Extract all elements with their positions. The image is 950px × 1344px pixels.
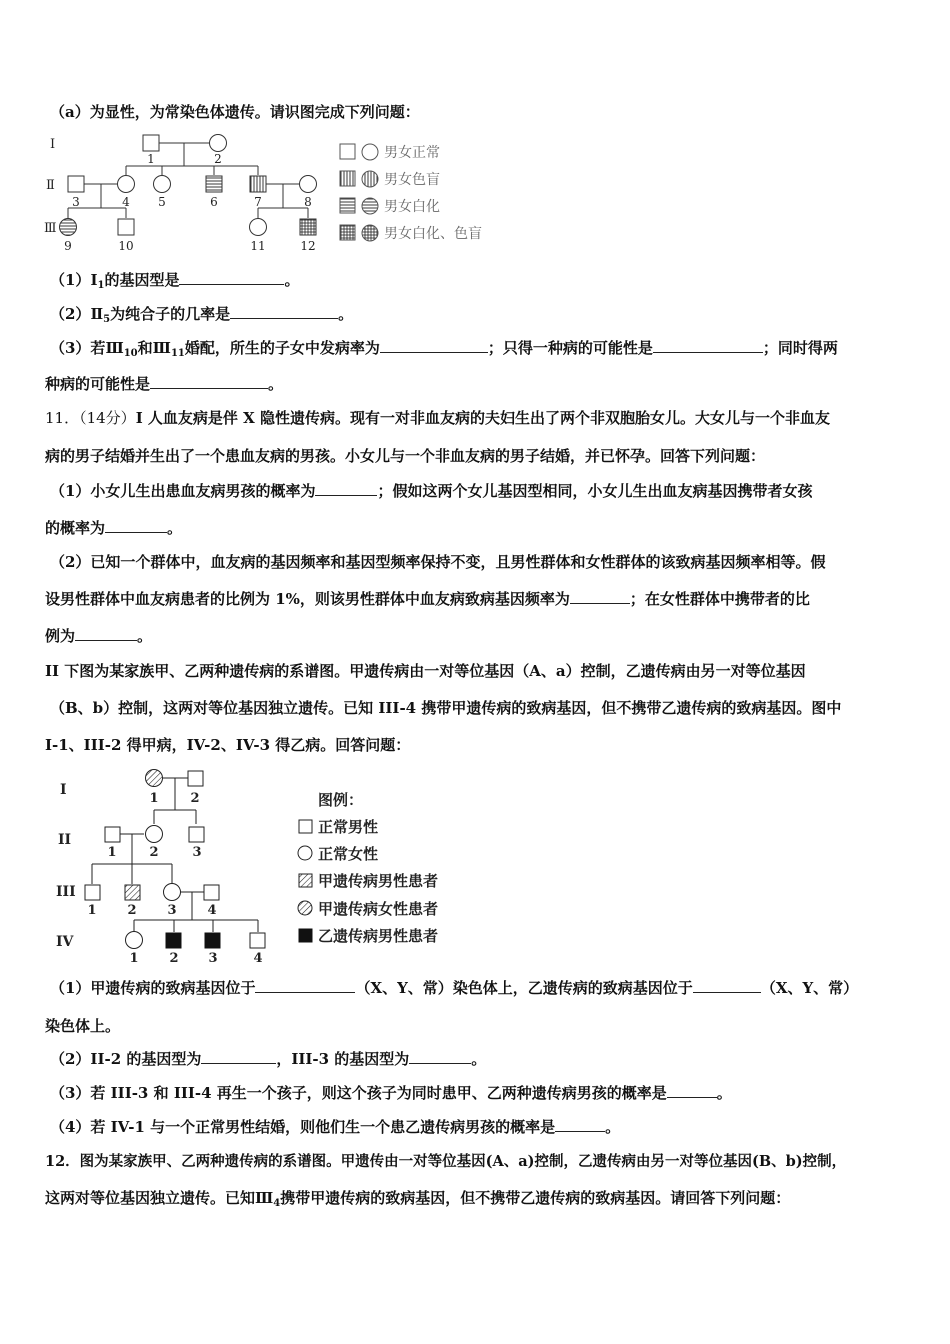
answer-blank[interactable] [653,337,763,353]
ped1-II8-female-normal [300,176,317,193]
ped2-legend-label: 乙遗传病男性患者 [318,927,439,945]
answer-blank[interactable] [230,303,338,319]
q11-line5: （2）已知一个群体中，血友病的基因频率和基因型频率保持不变，且男性群体和女性群体的该致病基因频率相等。假 [50,553,826,571]
ped2-II3-male-normal [189,827,204,842]
ped2-num: 2 [190,791,200,806]
ped1-num: 5 [158,195,166,209]
ped1-III12-male-albino-colorblind [300,219,316,235]
ped1-legend [340,144,482,242]
ped1-II3-male-normal [68,176,84,192]
ped2-legend-label: 甲遗传病女性患者 [318,900,439,918]
ped1-I1-male-normal [143,135,159,151]
ped1-num: 1 [147,152,155,166]
answer-blank[interactable] [555,1116,605,1132]
answer-blank[interactable] [105,517,167,533]
ped1-num: 11 [250,239,266,253]
q11-line6: 设男性群体中血友病患者的比例为 1%，则该男性群体中血友病致病基因频率为 ；在女性群体中携带者的比 [45,590,810,608]
q11-line7: 例为 。 [45,627,153,645]
q2-part1: （1）甲遗传病的致病基因位于 （X、Y、常）染色体上，乙遗传病的致病基因位于 （X、Y、常） [50,979,859,997]
ped1-III9-female-albino [60,219,77,236]
ped1-num: 3 [72,195,80,209]
q1-part3: （3）若$Ⅲ_{10}$和$Ⅲ_{11}$婚配，所生的子女中发病率为 ；只得一种病的可能性是 ；同时得两 [50,339,838,359]
ped2-IV1-female-normal [126,932,143,949]
answer-blank[interactable] [570,588,630,604]
ped2-II1-male-normal [105,827,120,842]
ped2-III1-male-normal [85,885,100,900]
ped2-gen-label: II [58,832,72,848]
answer-blank[interactable] [380,337,488,353]
answer-blank[interactable] [150,373,268,389]
ped2-III2-male-disease-A [125,885,140,900]
q2-part2: （2）II-2 的基因型为 ，III-3 的基因型为 。 [50,1050,487,1068]
ped1-I2-female-normal [210,135,227,152]
ped2-num: 3 [192,845,202,860]
ped2-IV4-male-normal [250,933,265,948]
ped2-I2-male-normal [188,771,203,786]
ped2-legend-label: 正常男性 [318,818,379,836]
q2-part1-cont: 染色体上。 [45,1017,121,1035]
ped2-num: 1 [149,791,159,806]
ped2-II2-female-normal [146,826,163,843]
ped1-II7-male-colorblind [250,176,266,192]
ped2-IV2-male-disease-B [166,933,181,948]
ped2-num: 1 [129,951,139,966]
ped1-gen-label: Ⅲ [44,221,57,236]
ped2-num: 4 [253,951,263,966]
ped2-num: 3 [167,903,177,918]
q12-line2: 这两对等位基因独立遗传。已知$Ⅲ_4$携带甲遗传病的致病基因，但不携带乙遗传病的致病基因。请回答下列问题： [45,1189,791,1209]
ped1-legend-label: 男女色盲 [384,172,440,188]
answer-blank[interactable] [255,977,355,993]
ped2-num: 1 [87,903,97,918]
answer-blank[interactable] [409,1048,471,1064]
answer-blank[interactable] [315,480,377,496]
ped2-legend-label: 甲遗传病男性患者 [318,872,439,890]
ped1-legend-label: 男女白化、色盲 [384,226,482,242]
ped1-num: 6 [210,195,218,209]
ped2-num: 2 [149,845,159,860]
q1-part1: $(1)Ⅰ_1$的基因型是 。 [50,271,300,291]
ped1-num: 12 [300,239,316,253]
q1-part3-cont: 种病的可能性是 。 [45,375,284,393]
q11-line2: 病的男子结婚并生出了一个患血友病的男孩。小女儿与一个非血友病的男子结婚，并已怀孕。回答下列问题： [45,447,766,465]
ped1-gen-label: Ⅱ [46,178,55,193]
ped1-num: 2 [214,152,222,166]
ped2-legend [298,791,438,945]
q11-line9: （B、b）控制，这两对等位基因独立遗传。已知 III-4 携带甲遗传病的致病基因，但不携带乙遗传病的致病基因。图中 [50,699,842,717]
q2-part4: （4）若 IV-1 与一个正常男性结婚，则他们生一个患乙遗传病男孩的概率是 。 [50,1118,621,1136]
ped1-legend-label: 男女正常 [384,145,440,161]
ped2-III3-female-normal [164,884,181,901]
ped2-num: 3 [208,951,218,966]
ped2-num: 4 [207,903,217,918]
ped1-III10-male-normal [118,219,134,235]
ped2-gen-label: I [60,782,67,798]
q11-line10: I-1、III-2 得甲病，IV-2、IV-3 得乙病。回答问题： [45,736,411,754]
ped2-gen-label: III [56,884,76,900]
ped2-IV3-male-disease-B [205,933,220,948]
q11-line8: II 下图为某家族甲、乙两种遗传病的系谱图。甲遗传病由一对等位基因（A、a）控制，乙遗传病由另一对等位基因 [45,662,806,680]
ped1-num: 7 [254,195,262,209]
pedigree-chart-1 [40,126,510,258]
answer-blank[interactable] [667,1082,717,1098]
pedigree-chart-2 [50,764,480,970]
ped1-II4-female-normal [118,176,135,193]
intro-text: （a）为显性，为常染色体遗传。请识图完成下列问题： [50,103,420,121]
ped1-gen-label: Ⅰ [50,137,56,152]
ped1-III11-female-normal [250,219,267,236]
q2-part3: （3）若 III-3 和 III-4 再生一个孩子，则这个孩子为同时患甲、乙两种遗传病男孩的概率是 。 [50,1084,732,1102]
ped1-num: 4 [122,195,130,209]
ped2-legend-title: 图例： [318,791,364,809]
q1-part2: $(2)Ⅱ_5$为纯合子的几率是 。 [50,305,354,325]
ped1-II5-female-normal [154,176,171,193]
q12-line1: 12．图为某家族甲、乙两种遗传病的系谱图。甲遗传由一对等位基因(A、a)控制，乙遗传病由另一对等位基因(B、b)控制， [45,1153,847,1170]
q11-line4: 的概率为 。 [45,519,183,537]
ped1-legend-label: 男女白化 [384,199,440,215]
ped1-num: 10 [118,239,134,253]
ped2-num: 1 [107,845,117,860]
answer-blank[interactable] [693,977,761,993]
ped2-legend-label: 正常女性 [318,845,379,863]
ped2-num: 2 [169,951,179,966]
ped1-II6-male-albino [206,176,222,192]
q11-line3: （1）小女儿生出患血友病男孩的概率为 ；假如这两个女儿基因型相同，小女儿生出血友病基因携带者女孩 [50,482,813,500]
ped2-num: 2 [127,903,137,918]
answer-blank[interactable] [179,269,284,285]
ped2-gen-label: IV [56,934,74,950]
ped1-num: 9 [64,239,72,253]
answer-blank[interactable] [201,1048,276,1064]
ped1-num: 8 [304,195,312,209]
ped2-III4-male-normal [204,885,219,900]
answer-blank[interactable] [75,625,137,641]
ped2-I1-female-disease-A [146,770,163,787]
q11-line1: 11．（14分）I 人血友病是伴 X 隐性遗传病。现有一对非血友病的夫妇生出了两个非双胞胎女儿。大女儿与一个非血友 [45,409,831,427]
